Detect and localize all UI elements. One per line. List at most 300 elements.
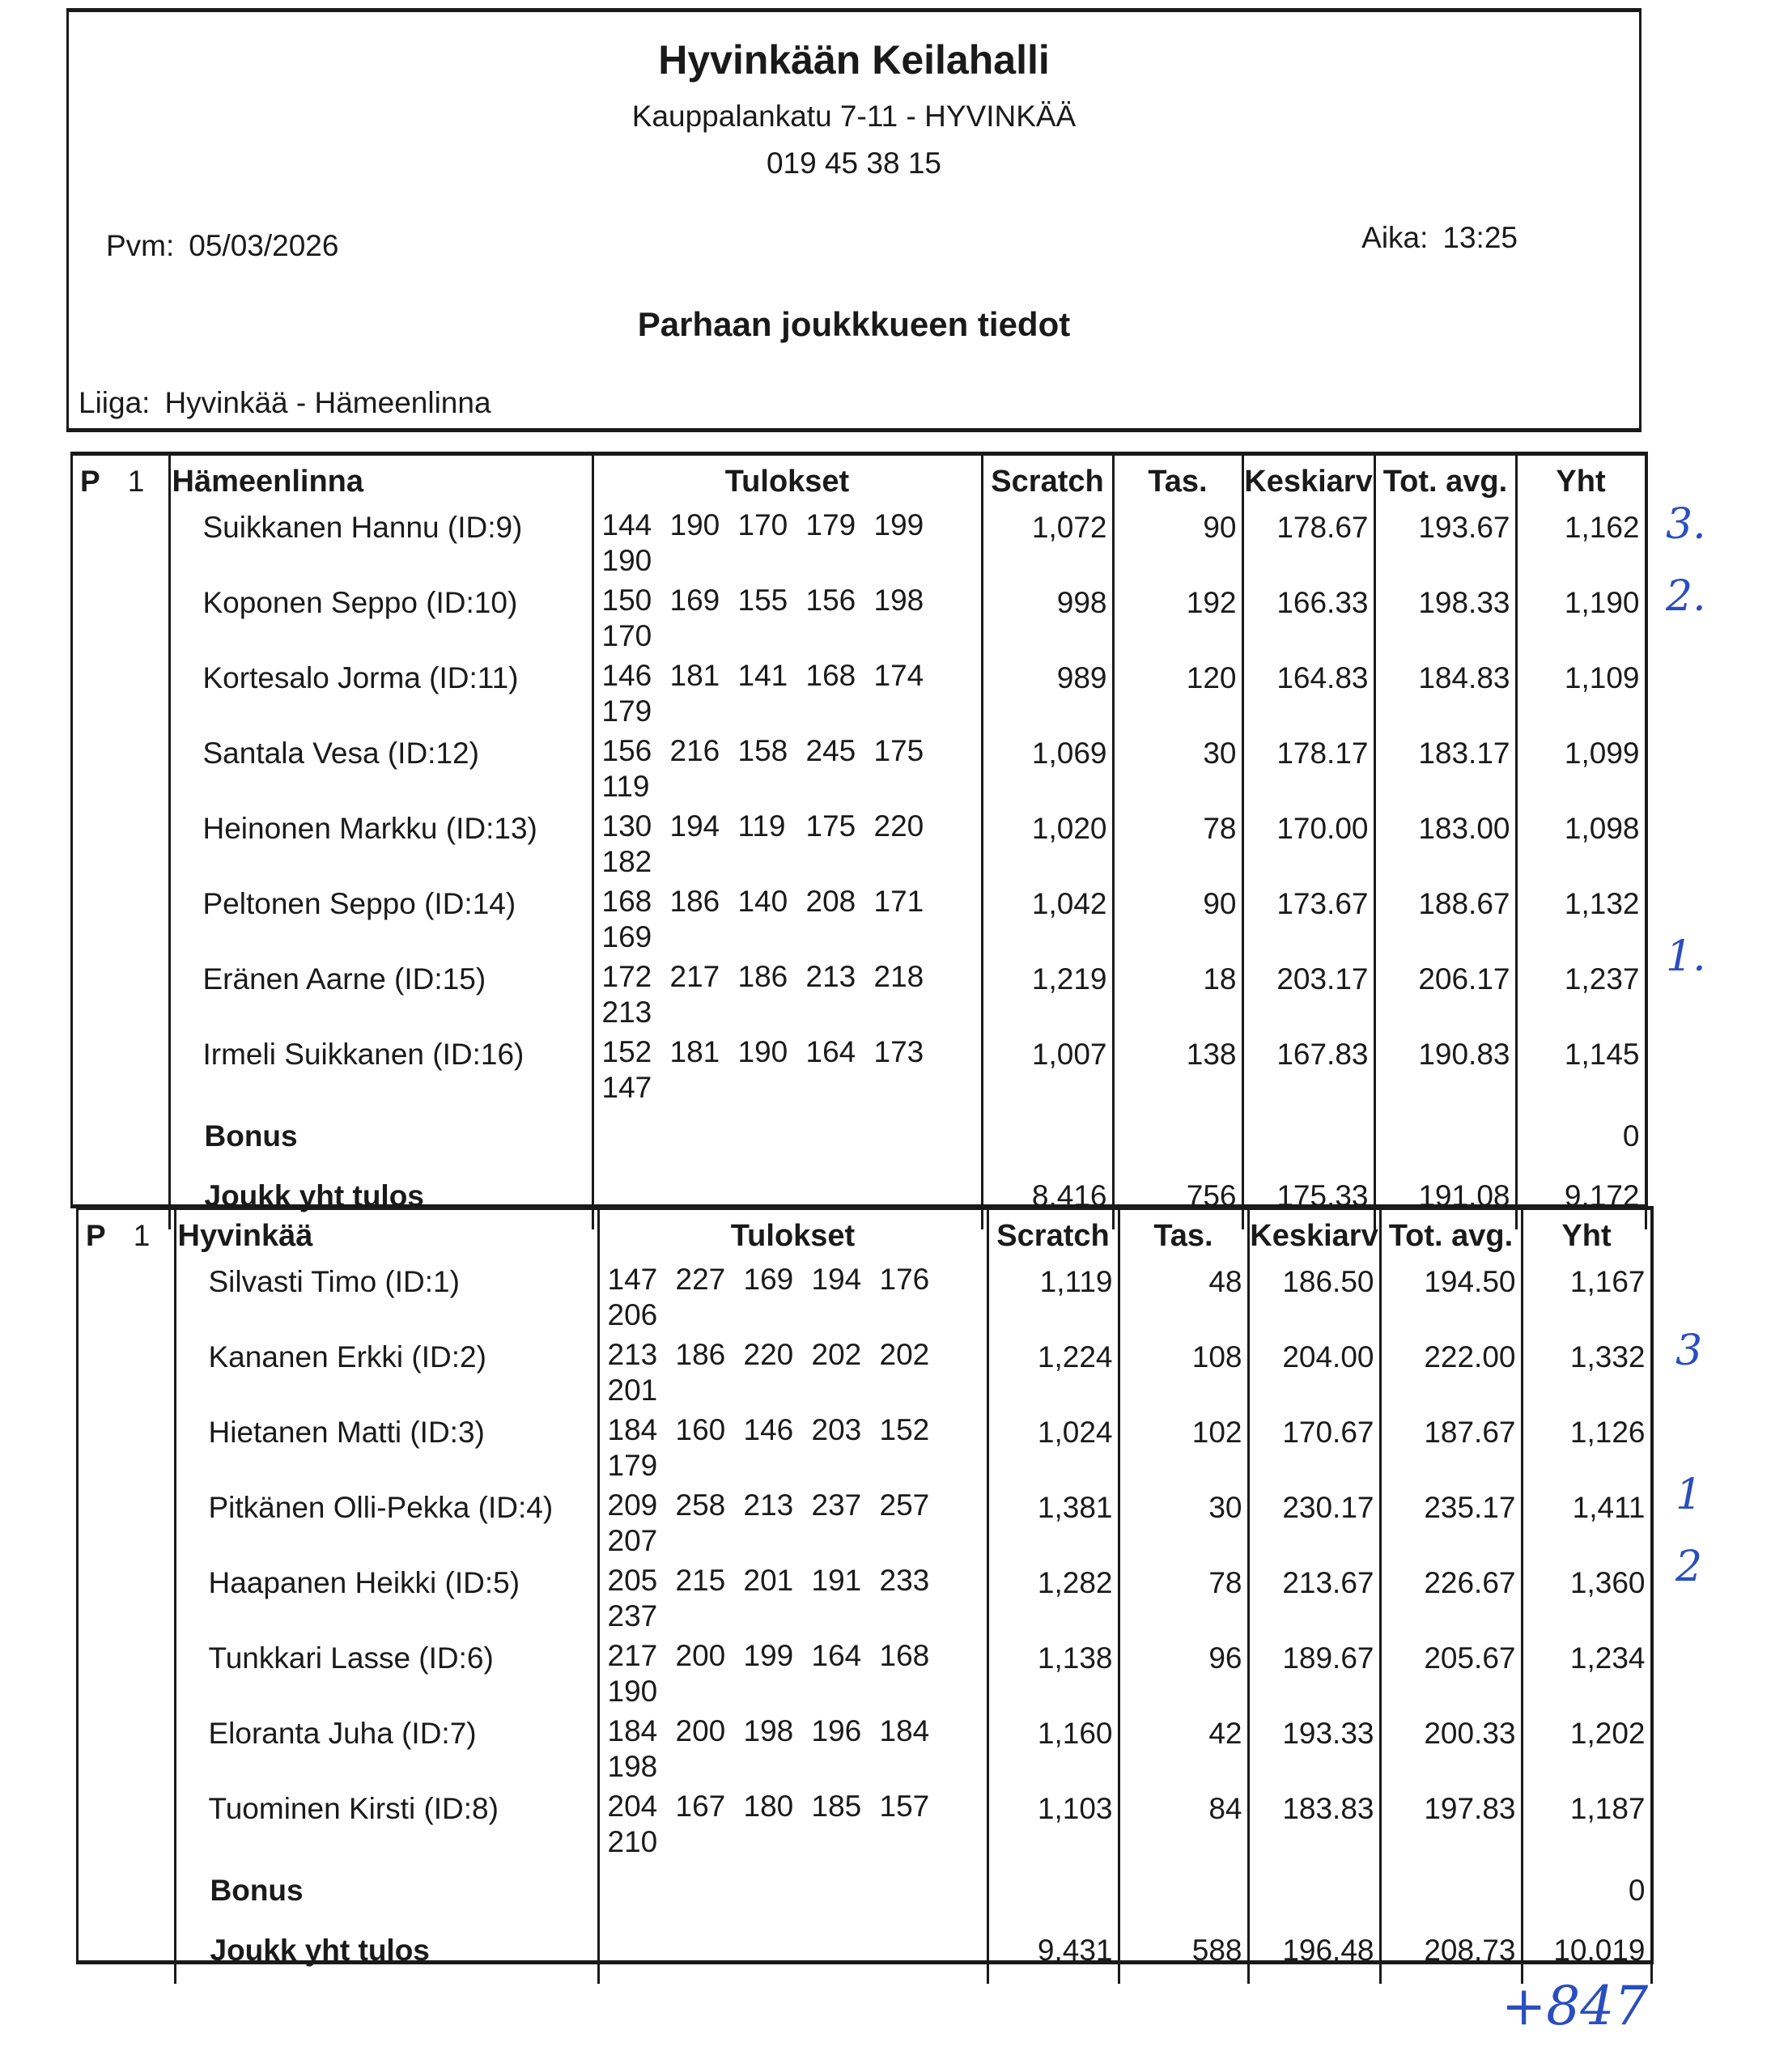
player-scores [598, 1789, 987, 1864]
bonus-total: 0 [1522, 1864, 1651, 1924]
game-score: 213 [607, 1338, 658, 1371]
game-score: 202 [879, 1338, 930, 1371]
team-total-total-average: 191.08 [1374, 1170, 1516, 1229]
player-row [76, 1262, 1651, 1337]
player-handicap: 96 [1119, 1638, 1248, 1713]
player-scores [598, 1638, 987, 1713]
game-score: 184 [607, 1714, 658, 1747]
player-name: Haapanen Heikki (ID:5) [175, 1563, 598, 1638]
position-spacer [76, 1262, 175, 1337]
position-spacer [70, 1034, 169, 1110]
player-average: 167.83 [1242, 1034, 1374, 1110]
position-spacer [76, 1563, 175, 1638]
game-score: 170 [601, 619, 652, 652]
player-total-average: 184.83 [1374, 658, 1516, 733]
handwritten-rank: 1. [1666, 932, 1706, 981]
player-name: Eränen Aarne (ID:15) [169, 959, 592, 1034]
game-score: 218 [873, 960, 924, 993]
team-total-total-average: 208.73 [1380, 1924, 1522, 1984]
game-score: 147 [601, 1071, 652, 1104]
handwritten-rank: 3. [1666, 500, 1706, 549]
player-scores [592, 1034, 982, 1110]
player-row [76, 1488, 1651, 1563]
game-score: 186 [675, 1338, 726, 1371]
game-score: 179 [601, 694, 652, 728]
player-name: Silvasti Timo (ID:1) [175, 1262, 598, 1337]
player-handicap: 42 [1119, 1713, 1248, 1789]
player-name: Tuominen Kirsti (ID:8) [175, 1789, 598, 1864]
game-score: 213 [743, 1488, 794, 1522]
player-name: Santala Vesa (ID:12) [169, 733, 592, 809]
game-score: 176 [879, 1263, 930, 1296]
player-total: 1,109 [1516, 658, 1646, 733]
game-score: 220 [873, 809, 924, 843]
game-score: 173 [873, 1035, 924, 1068]
hall-phone: 019 45 38 15 [766, 146, 942, 180]
game-score: 215 [675, 1564, 726, 1597]
player-average: 186.50 [1248, 1262, 1380, 1337]
game-score: 119 [737, 809, 786, 843]
player-total-average: 235.17 [1380, 1488, 1522, 1563]
player-average: 204.00 [1248, 1337, 1380, 1412]
date-field [106, 229, 338, 263]
bonus-label: Bonus [169, 1110, 592, 1170]
column-header-total-average: Tot. avg. [1380, 1210, 1522, 1262]
league-label: Liiga: [79, 386, 151, 419]
bonus-average [1242, 1110, 1374, 1170]
player-total: 1,099 [1516, 733, 1646, 809]
player-scratch: 1,024 [987, 1412, 1119, 1488]
handwritten-rank: 2 [1675, 1543, 1703, 1591]
column-header-average: Keskiarv [1248, 1210, 1380, 1262]
player-scores [598, 1488, 987, 1563]
player-row [76, 1337, 1651, 1412]
player-total: 1,234 [1522, 1638, 1651, 1713]
player-scores [592, 583, 982, 658]
game-score: 179 [607, 1449, 658, 1482]
team-name: Hyvinkää [175, 1210, 598, 1262]
team-total-label: Joukk yht tulos [175, 1924, 598, 1984]
player-scores [592, 884, 982, 959]
player-row [76, 1789, 1651, 1864]
player-scores [592, 658, 982, 733]
game-score: 171 [873, 885, 924, 918]
game-score: 160 [675, 1413, 726, 1446]
bonus-total-average [1380, 1864, 1522, 1924]
team-table-2 [76, 1210, 1653, 1984]
position-label: P [80, 465, 100, 498]
game-score: 233 [879, 1564, 930, 1597]
player-handicap: 48 [1119, 1262, 1248, 1337]
column-header-handicap: Tas. [1119, 1210, 1248, 1262]
team-total-handicap: 588 [1119, 1924, 1248, 1984]
game-score: 175 [805, 809, 856, 843]
bonus-results [598, 1864, 987, 1924]
game-score: 140 [737, 885, 788, 918]
player-name: Tunkkari Lasse (ID:6) [175, 1638, 598, 1713]
team-total-row [76, 1924, 1651, 1984]
game-score: 186 [737, 960, 788, 993]
game-score: 169 [601, 920, 652, 953]
game-score: 150 [601, 584, 652, 617]
position-cell [76, 1210, 175, 1262]
bonus-total-average [1374, 1110, 1516, 1170]
game-score: 190 [601, 544, 652, 577]
game-score: 199 [743, 1639, 794, 1672]
game-score: 167 [675, 1790, 726, 1823]
player-scratch: 1,138 [987, 1638, 1119, 1713]
player-name: Peltonen Seppo (ID:14) [169, 884, 592, 959]
game-score: 156 [805, 584, 856, 617]
player-total-average: 190.83 [1374, 1034, 1516, 1110]
game-score: 204 [607, 1790, 658, 1823]
hall-name: Hyvinkään Keilahalli [658, 37, 1050, 83]
player-scores [592, 959, 982, 1034]
handwritten-rank: 3 [1675, 1327, 1703, 1375]
game-score: 203 [811, 1413, 862, 1446]
game-score: 156 [601, 734, 652, 767]
player-name: Kortesalo Jorma (ID:11) [169, 658, 592, 733]
position-spacer [76, 1924, 175, 1984]
player-total-average: 198.33 [1374, 583, 1516, 658]
game-score: 199 [873, 508, 924, 541]
game-score: 168 [879, 1639, 930, 1672]
game-score: 198 [873, 584, 924, 617]
player-handicap: 84 [1119, 1789, 1248, 1864]
column-header-total: Yht [1522, 1210, 1651, 1262]
player-name: Kananen Erkki (ID:2) [175, 1337, 598, 1412]
player-total: 1,187 [1522, 1789, 1651, 1864]
game-score: 207 [607, 1524, 658, 1557]
game-score: 198 [607, 1750, 658, 1783]
game-score: 227 [675, 1263, 726, 1296]
player-scratch: 1,020 [982, 809, 1113, 884]
position-spacer [70, 733, 169, 809]
game-score: 191 [811, 1564, 862, 1597]
player-average: 193.33 [1248, 1713, 1380, 1789]
player-average: 189.67 [1248, 1638, 1380, 1713]
player-average: 178.67 [1242, 507, 1374, 583]
position-spacer [76, 1337, 175, 1412]
team-total-handicap: 756 [1113, 1170, 1242, 1229]
player-total: 1,098 [1516, 809, 1646, 884]
player-row [70, 583, 1646, 658]
game-score: 158 [737, 734, 788, 767]
player-handicap: 30 [1119, 1488, 1248, 1563]
game-score: 190 [607, 1675, 658, 1708]
player-total-average: 194.50 [1380, 1262, 1522, 1337]
game-score: 217 [607, 1639, 658, 1672]
player-scores [592, 507, 982, 583]
player-row [70, 658, 1646, 733]
team-total-scratch: 9.431 [987, 1924, 1119, 1984]
hall-address: Kauppalankatu 7-11 - HYVINKÄÄ [631, 100, 1077, 133]
game-score: 179 [805, 508, 856, 541]
team-total-average: 196.48 [1248, 1924, 1380, 1984]
game-score: 216 [669, 734, 720, 767]
player-total-average: 197.83 [1380, 1789, 1522, 1864]
player-scratch: 1,072 [982, 507, 1113, 583]
game-score: 168 [805, 659, 856, 692]
handwritten-difference: +847 [1501, 1975, 1649, 2037]
time-label: Aika: [1361, 221, 1429, 254]
bonus-row [70, 1110, 1646, 1170]
game-score: 202 [811, 1338, 862, 1371]
player-scratch: 1,042 [982, 884, 1113, 959]
player-scratch: 1,119 [987, 1262, 1119, 1337]
position-spacer [76, 1412, 175, 1488]
position-label: P [86, 1219, 106, 1252]
player-handicap: 192 [1113, 583, 1242, 658]
column-header-results: Tulokset [592, 456, 982, 507]
league-value: Hyvinkää - Hämeenlinna [164, 386, 491, 419]
game-score: 200 [675, 1714, 726, 1747]
game-score: 130 [601, 809, 652, 843]
player-average: 203.17 [1242, 959, 1374, 1034]
position-spacer [70, 884, 169, 959]
time-field [1361, 221, 1518, 255]
player-average: 164.83 [1242, 658, 1374, 733]
player-total: 1,132 [1516, 884, 1646, 959]
game-score: 144 [601, 508, 652, 541]
date-value: 05/03/2026 [189, 229, 339, 262]
column-header-total: Yht [1516, 456, 1646, 507]
player-row [76, 1412, 1651, 1488]
game-score: 141 [737, 659, 788, 692]
player-scores [598, 1563, 987, 1638]
player-handicap: 120 [1113, 658, 1242, 733]
player-row [70, 809, 1646, 884]
player-handicap: 108 [1119, 1337, 1248, 1412]
game-score: 169 [743, 1263, 794, 1296]
position-spacer [76, 1638, 175, 1713]
player-total: 1,190 [1516, 583, 1646, 658]
bonus-label: Bonus [175, 1864, 598, 1924]
game-score: 184 [607, 1413, 658, 1446]
game-score: 164 [811, 1639, 862, 1672]
game-score: 257 [879, 1488, 930, 1522]
player-scratch: 1,007 [982, 1034, 1113, 1110]
game-score: 152 [879, 1413, 930, 1446]
player-total: 1,360 [1522, 1563, 1651, 1638]
player-scores [598, 1262, 987, 1337]
game-score: 190 [737, 1035, 788, 1068]
team-total-scratch: 8.416 [982, 1170, 1113, 1229]
player-row [76, 1563, 1651, 1638]
report-title: Parhaan joukkkueen tiedot [637, 305, 1071, 343]
team-total-total: 10.019 [1522, 1924, 1651, 1984]
player-row [70, 1034, 1646, 1110]
bonus-handicap [1119, 1864, 1248, 1924]
player-handicap: 78 [1113, 809, 1242, 884]
player-scores [598, 1337, 987, 1412]
player-row [70, 884, 1646, 959]
position-cell [70, 456, 169, 507]
player-scores [592, 809, 982, 884]
game-score: 210 [607, 1825, 658, 1858]
player-total-average: 193.67 [1374, 507, 1516, 583]
team-total-label: Joukk yht tulos [169, 1170, 592, 1229]
player-total: 1,411 [1522, 1488, 1651, 1563]
player-handicap: 90 [1113, 507, 1242, 583]
date-label: Pvm: [106, 229, 175, 262]
player-handicap: 78 [1119, 1563, 1248, 1638]
bonus-total: 0 [1516, 1110, 1646, 1170]
game-score: 181 [669, 1035, 720, 1068]
player-total-average: 200.33 [1380, 1713, 1522, 1789]
bonus-row [76, 1864, 1651, 1924]
player-name: Heinonen Markku (ID:13) [169, 809, 592, 884]
game-score: 237 [607, 1599, 658, 1633]
game-score: 152 [601, 1035, 652, 1068]
game-score: 201 [607, 1374, 658, 1407]
position-spacer [70, 658, 169, 733]
game-score: 198 [743, 1714, 794, 1747]
player-scratch: 1,224 [987, 1337, 1119, 1412]
team-total-total: 9.172 [1516, 1170, 1646, 1229]
game-score: 168 [601, 885, 652, 918]
player-scratch: 1,219 [982, 959, 1113, 1034]
column-header-results: Tulokset [598, 1210, 987, 1262]
player-row [76, 1713, 1651, 1789]
game-score: 205 [607, 1564, 658, 1597]
game-score: 119 [601, 770, 650, 803]
player-scores [592, 733, 982, 809]
position-spacer [76, 1488, 175, 1563]
player-scratch: 1,381 [987, 1488, 1119, 1563]
game-score: 169 [669, 584, 720, 617]
position-spacer [70, 809, 169, 884]
table-header-row [76, 1210, 1651, 1262]
player-scratch: 998 [982, 583, 1113, 658]
player-row [70, 959, 1646, 1034]
game-score: 164 [805, 1035, 856, 1068]
player-average: 170.00 [1242, 809, 1374, 884]
column-header-scratch: Scratch [987, 1210, 1119, 1262]
game-score: 201 [743, 1564, 794, 1597]
game-score: 155 [737, 584, 788, 617]
position-spacer [76, 1864, 175, 1924]
game-score: 146 [743, 1413, 794, 1446]
game-score: 208 [805, 885, 856, 918]
column-header-handicap: Tas. [1113, 456, 1242, 507]
player-scratch: 1,160 [987, 1713, 1119, 1789]
player-scratch: 989 [982, 658, 1113, 733]
player-row [76, 1638, 1651, 1713]
time-value: 13:25 [1442, 221, 1518, 254]
team-total-results [598, 1924, 987, 1984]
player-average: 173.67 [1242, 884, 1374, 959]
bonus-results [592, 1110, 982, 1170]
handwritten-rank: 1 [1675, 1471, 1703, 1519]
game-score: 194 [811, 1263, 862, 1296]
bonus-average [1248, 1864, 1380, 1924]
column-header-scratch: Scratch [982, 456, 1113, 507]
game-score: 206 [607, 1298, 658, 1331]
player-scratch: 1,282 [987, 1563, 1119, 1638]
player-total: 1,332 [1522, 1337, 1651, 1412]
game-score: 194 [669, 809, 720, 843]
team-total-average: 175.33 [1242, 1170, 1374, 1229]
game-score: 172 [601, 960, 652, 993]
player-total-average: 205.67 [1380, 1638, 1522, 1713]
player-average: 166.33 [1242, 583, 1374, 658]
player-total-average: 183.17 [1374, 733, 1516, 809]
player-total-average: 183.00 [1374, 809, 1516, 884]
player-name: Koponen Seppo (ID:10) [169, 583, 592, 658]
player-name: Hietanen Matti (ID:3) [175, 1412, 598, 1488]
game-score: 181 [669, 659, 720, 692]
player-total-average: 206.17 [1374, 959, 1516, 1034]
player-total-average: 188.67 [1374, 884, 1516, 959]
player-total: 1,167 [1522, 1262, 1651, 1337]
player-handicap: 18 [1113, 959, 1242, 1034]
game-score: 213 [601, 996, 652, 1029]
game-score: 174 [873, 659, 924, 692]
game-score: 190 [669, 508, 720, 541]
game-score: 147 [607, 1263, 658, 1296]
position-spacer [76, 1713, 175, 1789]
player-total: 1,237 [1516, 959, 1646, 1034]
game-score: 146 [601, 659, 652, 692]
player-total: 1,126 [1522, 1412, 1651, 1488]
game-score: 213 [805, 960, 856, 993]
team-table-1 [70, 456, 1647, 1229]
game-score: 184 [879, 1714, 930, 1747]
player-name: Suikkanen Hannu (ID:9) [169, 507, 592, 583]
player-scratch: 1,069 [982, 733, 1113, 809]
position-spacer [70, 959, 169, 1034]
position-spacer [70, 1110, 169, 1170]
bonus-scratch [987, 1864, 1119, 1924]
player-average: 183.83 [1248, 1789, 1380, 1864]
player-scores [598, 1713, 987, 1789]
player-average: 230.17 [1248, 1488, 1380, 1563]
player-total: 1,162 [1516, 507, 1646, 583]
team-name: Hämeenlinna [169, 456, 592, 507]
player-total-average: 226.67 [1380, 1563, 1522, 1638]
player-handicap: 102 [1119, 1412, 1248, 1488]
game-score: 175 [873, 734, 924, 767]
game-score: 185 [811, 1790, 862, 1823]
player-average: 178.17 [1242, 733, 1374, 809]
player-average: 213.67 [1248, 1563, 1380, 1638]
player-handicap: 30 [1113, 733, 1242, 809]
player-total-average: 187.67 [1380, 1412, 1522, 1488]
player-total-average: 222.00 [1380, 1337, 1522, 1412]
game-score: 196 [811, 1714, 862, 1747]
table-header-row [70, 456, 1646, 507]
game-score: 186 [669, 885, 720, 918]
game-score: 182 [601, 845, 652, 878]
player-name: Irmeli Suikkanen (ID:16) [169, 1034, 592, 1110]
game-score: 220 [743, 1338, 794, 1371]
player-scores [598, 1412, 987, 1488]
bonus-handicap [1113, 1110, 1242, 1170]
player-handicap: 90 [1113, 884, 1242, 959]
game-score: 258 [675, 1488, 726, 1522]
game-score: 237 [811, 1488, 862, 1522]
handwritten-rank: 2. [1666, 572, 1706, 621]
column-header-average: Keskiarv [1242, 456, 1374, 507]
player-total: 1,145 [1516, 1034, 1646, 1110]
game-score: 245 [805, 734, 856, 767]
player-name: Pitkänen Olli-Pekka (ID:4) [175, 1488, 598, 1563]
column-header-total-average: Tot. avg. [1374, 456, 1516, 507]
game-score: 157 [879, 1790, 930, 1823]
position-number: 1 [127, 465, 145, 498]
position-spacer [70, 583, 169, 658]
